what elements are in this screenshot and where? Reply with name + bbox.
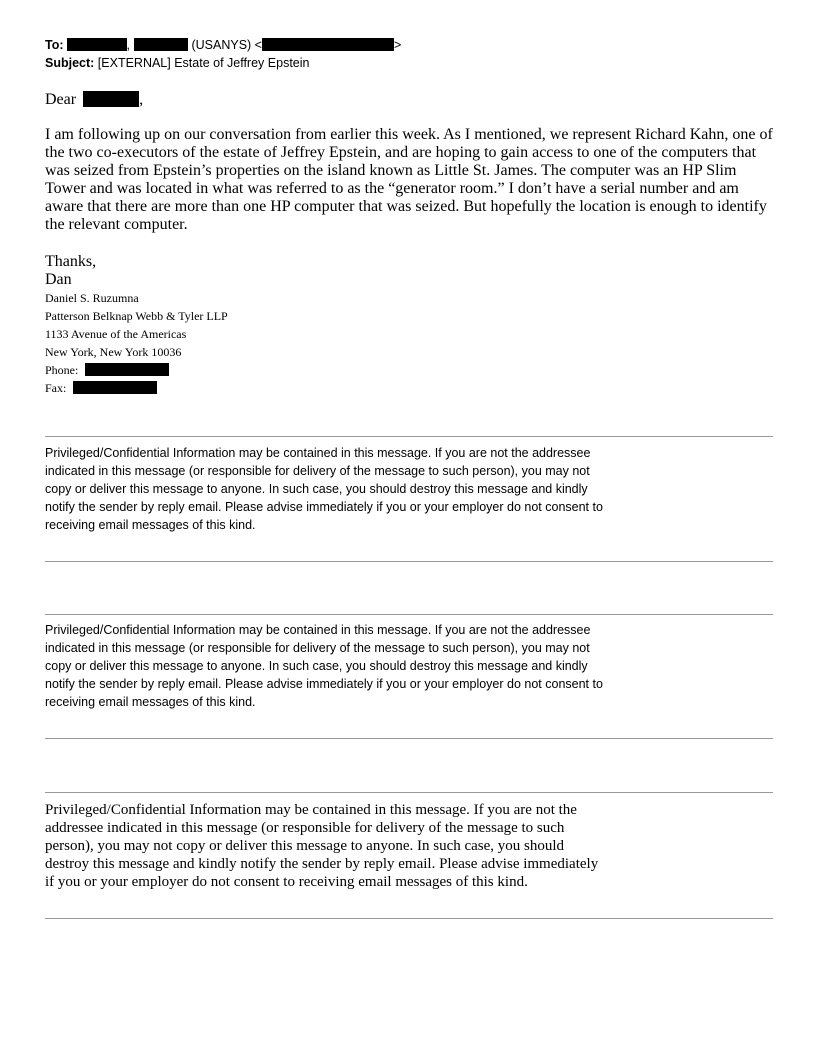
- closing: [45, 253, 96, 289]
- greeting-comma: ,: [139, 91, 144, 108]
- redaction-box: [85, 363, 169, 376]
- redaction-box: [83, 91, 139, 107]
- email-header: [45, 36, 401, 72]
- closing-word: Thanks,: [45, 253, 97, 270]
- signature-address-2: New York, New York 10036: [45, 345, 182, 359]
- greeting: [45, 90, 143, 109]
- redaction-box: [67, 38, 127, 51]
- signature-phone: [45, 361, 228, 379]
- subject-line: [45, 54, 401, 72]
- confidentiality-notice: Privileged/Confidential Information may be contained in this message. If you are not the addressee indicated in this message (or responsible for delivery of the message to such person), you may not copy or deliver this message to anyone. In such case, you should destroy this message and kindly notify the sender by reply email. Please advise immediately if you or your employer do not consent to receiving email messages of this kind.: [45, 446, 603, 532]
- divider: [45, 561, 773, 562]
- to-comma: ,: [126, 38, 130, 52]
- body-paragraph: I am following up on our conversation from earlier this week. As I mentioned, we represent Richard Kahn, one of the two co-executors of the estate of Jeffrey Epstein, and are hoping to gain access to one of the computers that was seized from Epstein’s properties on the island known as Little St. James. The computer was an HP Slim Tower and was located in what was referred to as the “generator room.” I don’t have a serial number and am aware that there are more than one HP computer that was seized. But hopefully the location is enough to identify the relevant computer.: [45, 126, 773, 233]
- fax-label: Fax:: [45, 381, 67, 395]
- redaction-box: [134, 38, 188, 51]
- to-line: [45, 36, 401, 54]
- confidentiality-notice: Privileged/Confidential Information may be contained in this message. If you are not the addressee indicated in this message (or responsible for delivery of the message to such person), you may not copy or deliver this message to anyone. In such case, you should destroy this message and kindly notify the sender by reply email. Please advise immediately if you or your employer do not consent to receiving email messages of this kind.: [45, 802, 599, 890]
- subject-label: Subject:: [45, 56, 95, 70]
- signature-block: [45, 289, 228, 397]
- signature-name: Daniel S. Ruzumna: [45, 291, 139, 305]
- subject-text: [EXTERNAL] Estate of Jeffrey Epstein: [97, 56, 310, 70]
- redaction-box: [262, 38, 394, 51]
- to-close: >: [394, 38, 402, 52]
- divider: [45, 738, 773, 739]
- phone-label: Phone:: [45, 363, 79, 377]
- divider: [45, 614, 773, 615]
- redaction-box: [73, 381, 157, 394]
- divider: [45, 436, 773, 437]
- to-label: To:: [45, 38, 64, 52]
- divider: [45, 918, 773, 919]
- signature-address-1: 1133 Avenue of the Americas: [45, 327, 187, 341]
- to-org: (USANYS) <: [191, 38, 262, 52]
- confidentiality-notice: Privileged/Confidential Information may be contained in this message. If you are not the addressee indicated in this message (or responsible for delivery of the message to such person), you may not copy or deliver this message to anyone. In such case, you should destroy this message and kindly notify the sender by reply email. Please advise immediately if you or your employer do not consent to receiving email messages of this kind.: [45, 623, 603, 709]
- signature-fax: [45, 379, 228, 397]
- greeting-word: Dear: [45, 91, 77, 108]
- divider: [45, 792, 773, 793]
- sender-short-name: Dan: [45, 271, 72, 288]
- signature-firm: Patterson Belknap Webb & Tyler LLP: [45, 309, 228, 323]
